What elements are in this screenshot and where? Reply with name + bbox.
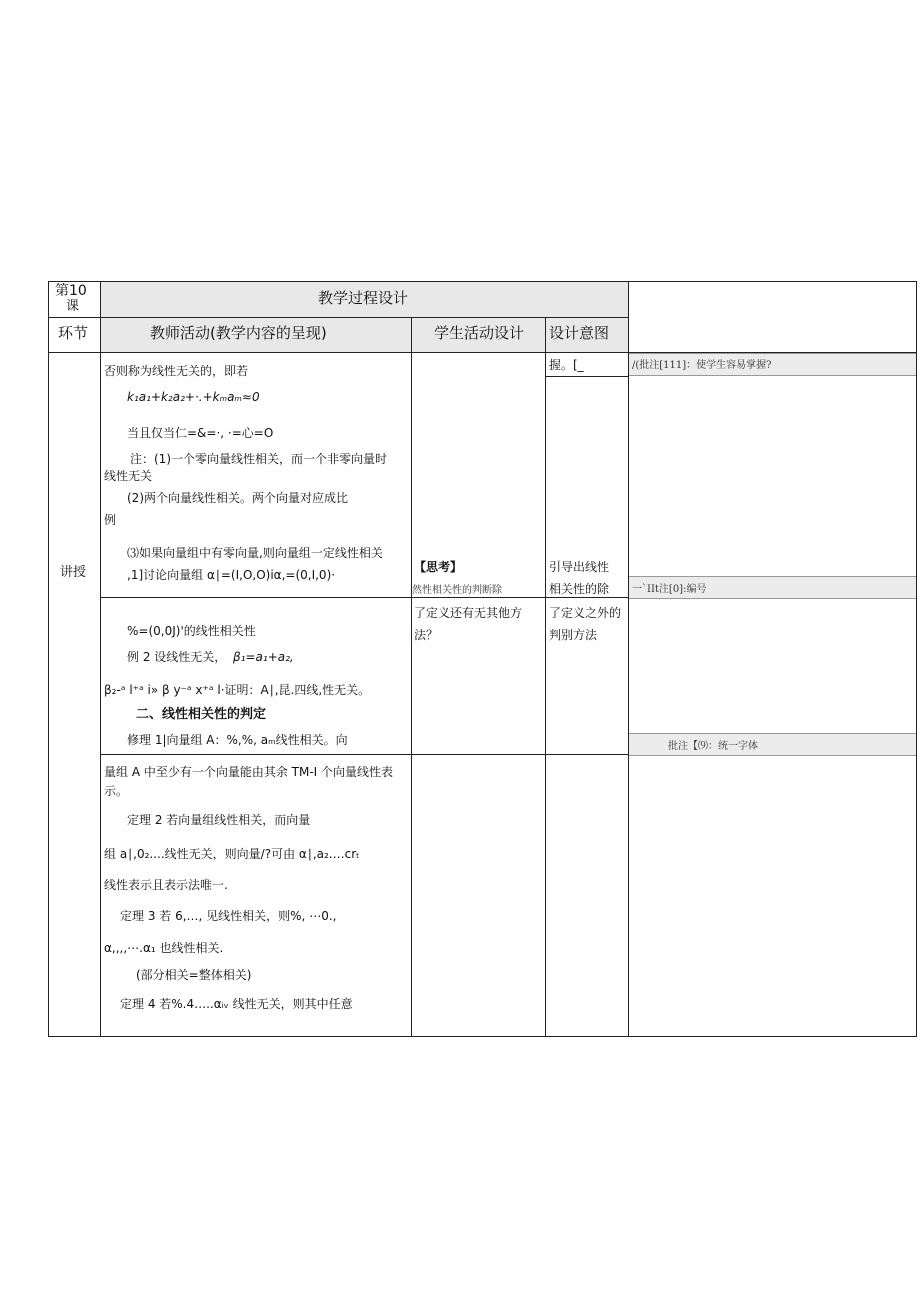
intent-line: 判别方法 [549, 628, 598, 642]
student-line: 了定义还有无其他方 [414, 606, 523, 620]
intent-line: 相关性的除 [549, 582, 610, 596]
section-label: 讲授 [60, 565, 87, 580]
header-rule-1 [48, 317, 629, 318]
intent-rule [545, 376, 629, 377]
row-rule-1 [101, 597, 629, 598]
teacher-line: 定理 2 若向量组线性相关，而向量 [127, 813, 311, 827]
formula-line: β₁=a₁+a₂, [233, 650, 294, 664]
teacher-line: 示。 [104, 784, 129, 798]
annotation-comment[interactable]: 一`IIt注[0]:编号 [632, 584, 707, 595]
table-border-right [916, 281, 917, 1037]
row-rule-2 [101, 754, 629, 755]
teacher-line: ⑶如果向量组中有零向量,则向量组一定线性相关 [127, 546, 383, 560]
teacher-line: 线性无关 [104, 469, 153, 483]
teacher-line: 否则称为线性无关的，即若 [104, 364, 249, 378]
teacher-line: 线性表示且表示法唯一. [104, 878, 228, 892]
subsection-heading: 二、线性相关性的判定 [136, 707, 267, 722]
table-border-top [48, 281, 917, 282]
teacher-line: ,1]讨论向量组 α∣=(I,O,O)iα,=(0,I,0)· [127, 568, 336, 582]
col-rule-teacher [411, 317, 412, 1037]
header-rule-2 [48, 352, 917, 353]
teacher-line: 量组 A 中至少有一个向量能由其余 TM-I 个向量线性表 [104, 765, 394, 779]
teacher-line: 定理 3 若 6,…, 见线性相关，则%, ⋯0., [120, 909, 337, 923]
column-header-intent: 设计意图 [549, 324, 610, 342]
teacher-line: 注：(1)一个零向量线性相关，而一个非零向量时 [130, 452, 387, 466]
col-rule-section [100, 281, 101, 1037]
intent-line: 握。[_ [549, 358, 584, 372]
teacher-line: 例 [104, 513, 117, 527]
column-header-teacher: 教师活动(教学内容的呈现) [150, 324, 327, 342]
teacher-line: (2)两个向量线性相关。两个向量对应成比 [127, 491, 348, 505]
table-title: 教学过程设计 [318, 289, 409, 307]
teacher-line: 例 2 设线性无关， [127, 650, 227, 664]
formula-line: k₁a₁+k₂a₂+·.+kₘaₘ≈0 [127, 390, 260, 404]
intent-line: 引导出线性 [549, 560, 610, 574]
teacher-line: (部分相关=整体相关) [136, 968, 252, 982]
teacher-line: %=(0,0J)'的线性相关性 [127, 624, 256, 638]
col-rule-student [545, 317, 546, 1037]
table-border-left [48, 281, 49, 1037]
student-think-label: 【思考】 [414, 560, 463, 574]
teacher-line: 当且仅当仁=&=·, ·=心=O [127, 426, 274, 440]
teacher-line: 修理 1|向量组 A：%,%, aₘ线性相关。向 [127, 733, 348, 747]
annotation-comment[interactable]: 批注【⑼：统一字体 [668, 741, 758, 752]
teacher-line: β₂-ᵃ l⁺ᵃ i» β y⁻ᵃ x⁺ᵃ l·证明：A∣,昆.四线,性无关。 [104, 683, 371, 697]
col-rule-intent [628, 281, 629, 1037]
lesson-unit: 课 [66, 299, 80, 314]
student-line: 然性相关性的判断除 [412, 585, 502, 596]
annotation-comment[interactable]: /(批注[111]：使学生容易掌握? [632, 360, 772, 371]
table-border-bottom [48, 1036, 917, 1037]
teacher-line: 定理 4 若%.4…..αᵢᵥ 线性无关，则其中任意 [120, 997, 353, 1011]
intent-line: 了定义之外的 [549, 606, 622, 620]
column-header-student: 学生活动设计 [434, 324, 525, 342]
lesson-number: 第10 [55, 283, 87, 299]
teacher-line: α,,,,⋯.α₁ 也线性相关. [104, 941, 224, 955]
teacher-line: 组 a∣,0₂....线性无关，则向量/?可由 α∣,a₂.…crₜ [104, 847, 360, 861]
column-header-section: 环节 [58, 324, 89, 342]
student-line: 法？ [414, 628, 439, 642]
